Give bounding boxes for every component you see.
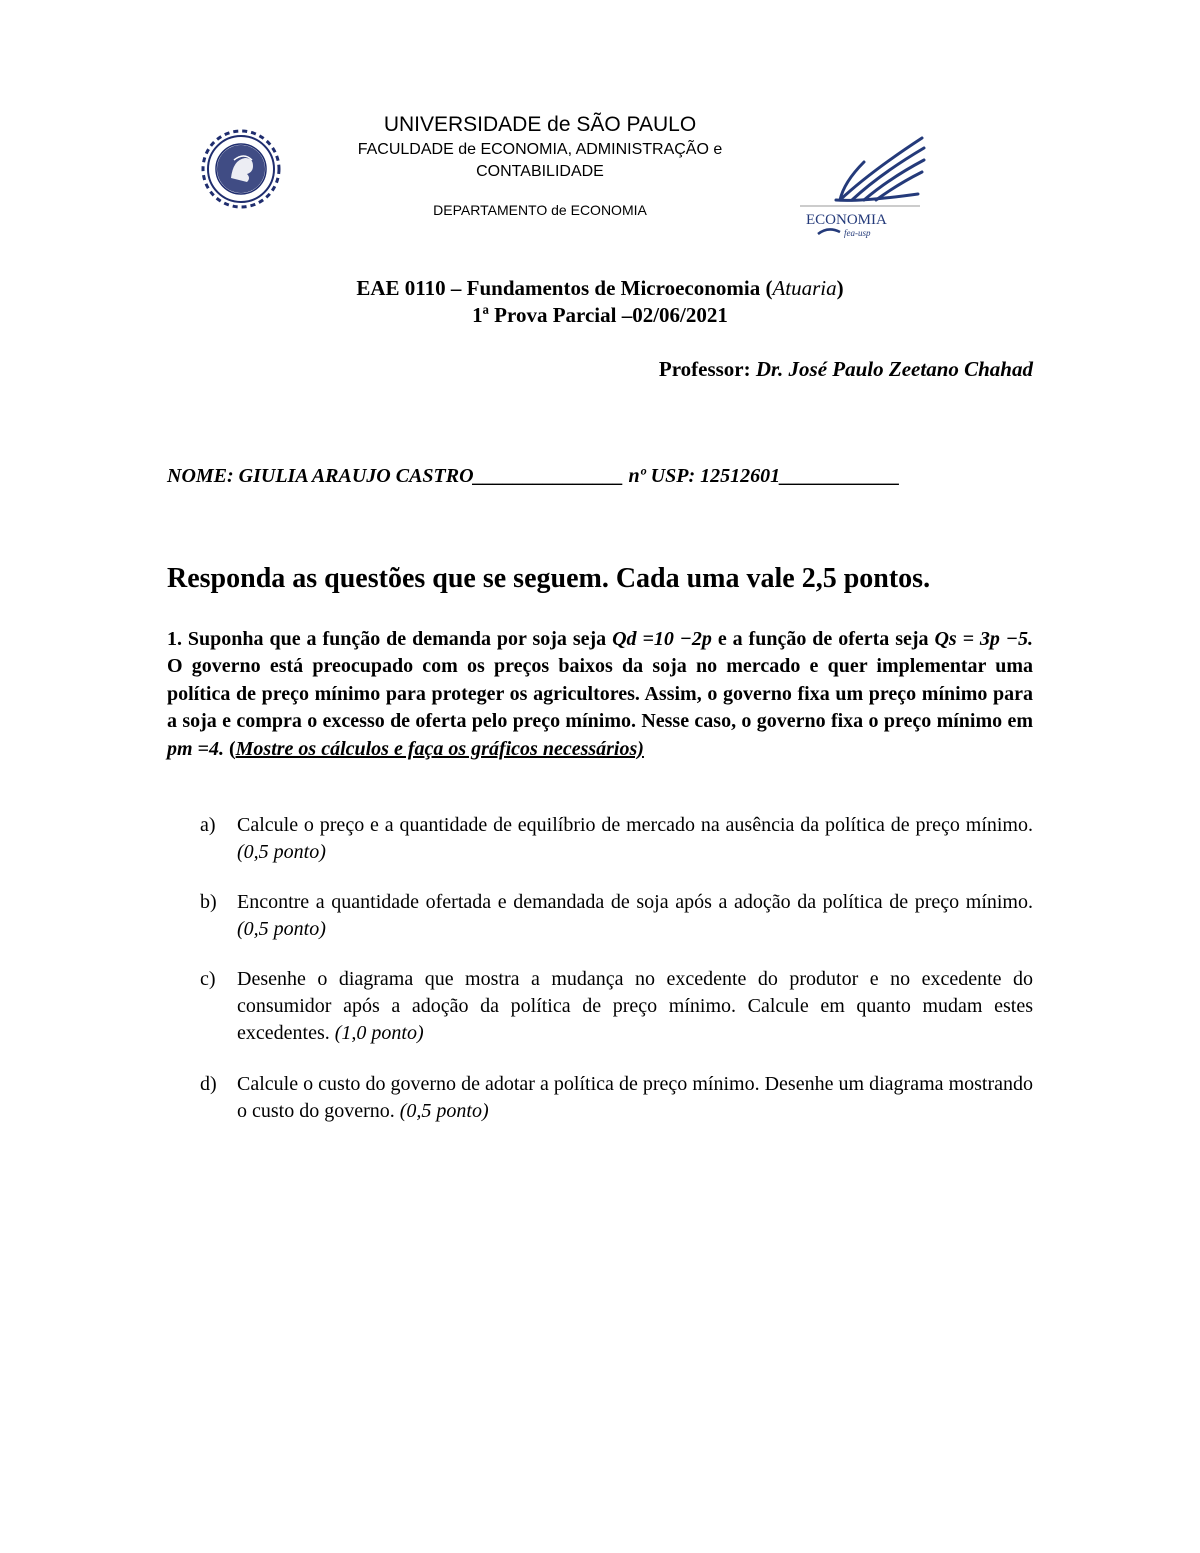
item-points: (0,5 ponto) bbox=[237, 918, 326, 940]
item-d bbox=[200, 1071, 1033, 1125]
item-a bbox=[200, 812, 1033, 866]
professor-label: Professor: bbox=[658, 357, 751, 381]
item-label: a) bbox=[200, 814, 216, 836]
supply-function: Qs = 3p −5. bbox=[934, 628, 1033, 650]
item-label: d) bbox=[200, 1073, 217, 1095]
student-info-line: NOME: GIULIA ARAUJO CASTRO_______________ nº USP: 12512601____________ bbox=[167, 465, 901, 487]
item-label: b) bbox=[200, 891, 217, 913]
demand-function: Qd =10 −2p bbox=[612, 628, 712, 650]
economia-fea-usp-logo bbox=[800, 132, 930, 242]
item-label: c) bbox=[200, 968, 216, 990]
question-1 bbox=[167, 626, 1033, 763]
instruction-heading: Responda as questões que se seguem. Cada uma vale 2,5 pontos. bbox=[167, 563, 931, 594]
item-points: (1,0 ponto) bbox=[334, 1022, 424, 1044]
question-1-note: Mostre os cálculos e faça os gráficos necessários) bbox=[235, 737, 644, 760]
item-text-body: Calcule o preço e a quantidade de equilíbrio de mercado na ausência da política de preço mínimo. bbox=[237, 814, 1033, 836]
item-text bbox=[237, 966, 1033, 1047]
item-text bbox=[237, 889, 1033, 943]
economia-logo-text: ECONOMIA bbox=[806, 212, 887, 228]
question-1-text-1: 1. Suponha que a função de demanda por soja seja bbox=[167, 628, 613, 650]
faculty-name bbox=[300, 139, 780, 183]
course-code-title: EAE 0110 – Fundamentos de Microeconomia ( bbox=[356, 276, 773, 300]
faculty-line-2: CONTABILIDADE bbox=[476, 163, 604, 180]
item-text-body: Desenhe o diagrama que mostra a mudança no excedente do produtor e no excedente do consumidor após a adoção da política de preço mínimo. Calcule em quanto mudam estes excedentes. bbox=[237, 968, 1033, 1044]
course-title bbox=[200, 276, 1000, 301]
economia-logo-subtext: fea-usp bbox=[844, 228, 871, 238]
question-1-text-3: O governo está preocupado com os preços baixos da soja no mercado e quer implementar uma política de preço mínimo para proteger os agricultores. Assim, o governo fixa um preço mínimo para a soja e compra o excesso de oferta pelo preço mínimo. Nesse caso, o governo fixa o preço mínimo em bbox=[167, 655, 1033, 733]
item-text-body: Encontre a quantidade ofertada e demandada de soja após a adoção da política de preço mínimo. bbox=[237, 891, 1033, 913]
item-text bbox=[237, 1071, 1033, 1125]
department-name: DEPARTAMENTO de ECONOMIA bbox=[433, 202, 647, 218]
university-name: UNIVERSIDADE de SÃO PAULO bbox=[383, 113, 697, 136]
item-text bbox=[237, 812, 1033, 866]
professor-name: Dr. José Paulo Zeetano Chahad bbox=[755, 357, 1033, 381]
exam-title: 1ª Prova Parcial –02/06/2021 bbox=[472, 303, 728, 327]
faculty-line-1: FACULDADE de ECONOMIA, ADMINISTRAÇÃO e bbox=[357, 141, 723, 158]
item-text-body: Calcule o custo do governo de adotar a política de preço mínimo. Desenhe um diagrama mostrando o custo do governo. bbox=[237, 1073, 1033, 1122]
course-area: Atuaria bbox=[772, 276, 837, 300]
item-b bbox=[200, 889, 1033, 943]
question-1-text-2: e a função de oferta seja bbox=[711, 628, 935, 650]
minimum-price: pm =4. bbox=[167, 737, 224, 760]
item-points: (0,5 ponto) bbox=[237, 841, 326, 863]
professor-line bbox=[659, 357, 1033, 382]
question-1-text-4: ( bbox=[223, 737, 236, 760]
usp-seal-logo bbox=[198, 126, 284, 212]
item-c bbox=[200, 966, 1033, 1047]
course-close-paren: ) bbox=[836, 276, 844, 300]
item-points: (0,5 ponto) bbox=[399, 1100, 489, 1122]
